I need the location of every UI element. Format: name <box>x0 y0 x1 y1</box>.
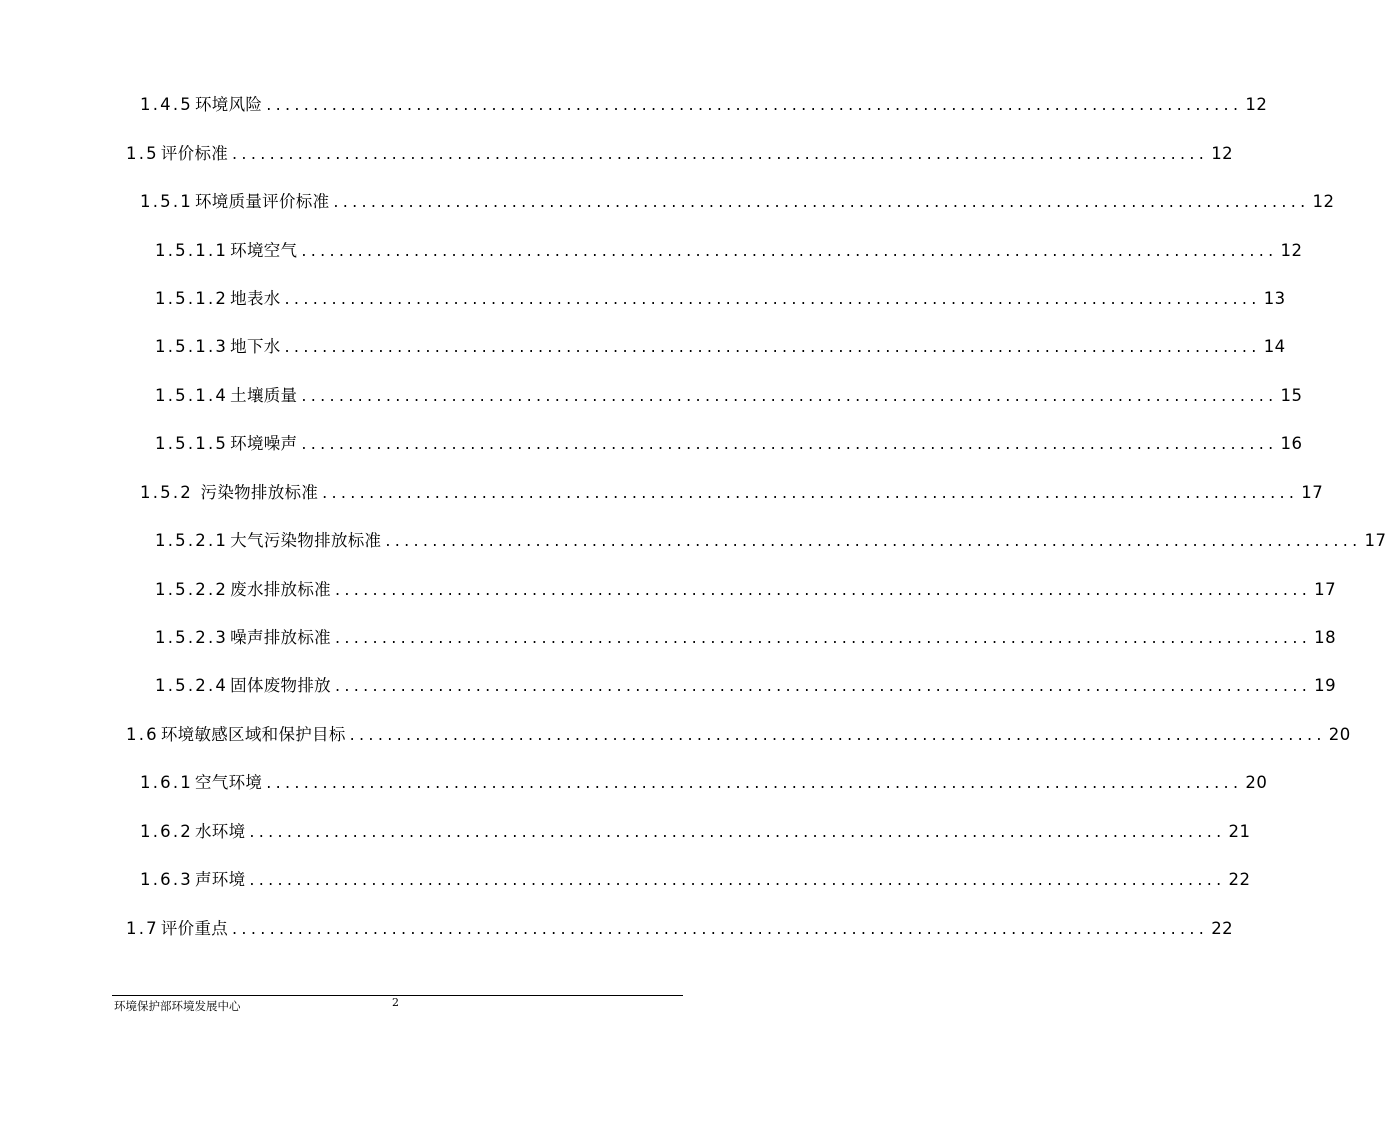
toc-entry-number: 1.7 <box>126 919 159 938</box>
toc-entry-title: 环境风险 <box>194 95 263 114</box>
toc-entry-title: 固体废物排放 <box>230 676 331 695</box>
toc-entry[interactable] <box>126 142 1234 166</box>
toc-entry-number: 1.4.5 <box>140 95 193 114</box>
toc-dot-leader: ........................................................................................................ <box>322 483 1299 502</box>
toc-entry-number: 1.5.2.1 <box>155 531 229 550</box>
toc-entry-number: 1.5.1.3 <box>155 337 229 356</box>
toc-entry-number: 1.5.2.4 <box>155 676 229 695</box>
toc-dot-leader: ........................................................................................................ <box>232 144 1209 163</box>
toc-entry[interactable] <box>155 384 1303 408</box>
toc-entry-number: 1.5 <box>126 144 159 163</box>
toc-entry-page: 22 <box>1211 919 1234 938</box>
toc-entry-page: 18 <box>1314 628 1337 647</box>
toc-dot-leader: ........................................................................................................ <box>301 434 1278 453</box>
toc-entry[interactable] <box>155 432 1303 456</box>
toc-entry-number: 1.5.1.5 <box>155 434 229 453</box>
toc-dot-leader: ........................................................................................................ <box>349 725 1326 744</box>
toc-entry-number: 1.5.1 <box>140 192 193 211</box>
toc-entry-number: 1.6.3 <box>140 870 193 889</box>
toc-entry-page: 16 <box>1280 434 1303 453</box>
toc-entry[interactable] <box>140 820 1251 844</box>
toc-entry[interactable] <box>140 93 1268 117</box>
toc-entry-title: 环境敏感区域和保护目标 <box>160 725 346 744</box>
toc-entry-number: 1.6.2 <box>140 822 193 841</box>
toc-dot-leader: ........................................................................................................ <box>334 676 1312 695</box>
toc-dot-leader: ........................................................................................................ <box>284 289 1261 308</box>
toc-dot-leader: ........................................................................................................ <box>334 580 1312 599</box>
toc-entry-page: 17 <box>1301 483 1324 502</box>
toc-entry-title: 地下水 <box>230 337 281 356</box>
toc-dot-leader: ........................................................................................................ <box>266 95 1243 114</box>
toc-entry[interactable] <box>140 868 1251 892</box>
toc-entry-page: 14 <box>1263 337 1286 356</box>
toc-entry-page: 15 <box>1280 386 1303 405</box>
toc-entry-page: 22 <box>1228 870 1251 889</box>
toc-entry-page: 12 <box>1280 241 1303 260</box>
toc-dot-leader: ........................................................................................................ <box>333 192 1310 211</box>
toc-entry-title: 废水排放标准 <box>230 580 331 599</box>
toc-entry[interactable] <box>126 723 1351 747</box>
toc-entry-number: 1.5.2 <box>140 483 193 502</box>
toc-entry-title: 评价重点 <box>160 919 229 938</box>
toc-entry-page: 19 <box>1314 676 1337 695</box>
toc-dot-leader: ........................................................................................................ <box>385 531 1362 550</box>
toc-entry-title: 空气环境 <box>194 773 263 792</box>
toc-entry-title: 环境噪声 <box>230 434 298 453</box>
toc-entry-page: 21 <box>1228 822 1251 841</box>
toc-entry-title: 污染物排放标准 <box>194 483 319 502</box>
toc-entry-title: 噪声排放标准 <box>230 628 331 647</box>
toc-entry-title: 地表水 <box>230 289 281 308</box>
toc-entry-page: 12 <box>1312 192 1335 211</box>
footer-organization: 环境保护部环境发展中心 <box>114 999 241 1013</box>
toc-dot-leader: ........................................................................................................ <box>266 773 1243 792</box>
toc-entry-page: 12 <box>1211 144 1234 163</box>
toc-entry-title: 声环境 <box>194 870 246 889</box>
toc-entry-page: 13 <box>1263 289 1286 308</box>
toc-entry[interactable] <box>140 771 1268 795</box>
toc-dot-leader: ........................................................................................................ <box>284 337 1261 356</box>
toc-entry-page: 17 <box>1314 580 1337 599</box>
toc-dot-leader: ........................................................................................................ <box>249 822 1226 841</box>
toc-entry-number: 1.6.1 <box>140 773 193 792</box>
toc-dot-leader: ........................................................................................................ <box>301 241 1278 260</box>
toc-entry-number: 1.6 <box>126 725 159 744</box>
toc-entry-page: 17 <box>1364 531 1386 550</box>
toc-entry[interactable] <box>140 190 1335 214</box>
toc-entry-number: 1.5.1.1 <box>155 241 229 260</box>
toc-entry[interactable] <box>155 529 1386 553</box>
toc-dot-leader: ........................................................................................................ <box>301 386 1278 405</box>
toc-entry-title: 土壤质量 <box>230 386 298 405</box>
toc-entry-page: 12 <box>1245 95 1268 114</box>
toc-entry-title: 大气污染物排放标准 <box>230 531 382 550</box>
toc-dot-leader: ........................................................................................................ <box>232 919 1209 938</box>
toc-entry-number: 1.5.1.2 <box>155 289 229 308</box>
toc-entry-title: 环境质量评价标准 <box>194 192 330 211</box>
toc-entry[interactable] <box>155 578 1337 602</box>
toc-entry[interactable] <box>155 626 1337 650</box>
footer-page-number: 2 <box>392 996 399 1009</box>
toc-entry-number: 1.5.2.3 <box>155 628 229 647</box>
toc-entry-title: 水环境 <box>194 822 246 841</box>
toc-entry[interactable] <box>155 674 1337 698</box>
toc-entry[interactable] <box>155 239 1303 263</box>
toc-entry-title: 环境空气 <box>230 241 298 260</box>
toc-dot-leader: ........................................................................................................ <box>249 870 1226 889</box>
toc-entry[interactable] <box>155 335 1286 359</box>
toc-entry[interactable] <box>140 481 1324 505</box>
toc-entry[interactable] <box>126 917 1234 941</box>
toc-entry-number: 1.5.1.4 <box>155 386 229 405</box>
toc-dot-leader: ........................................................................................................ <box>334 628 1312 647</box>
toc-entry-page: 20 <box>1245 773 1268 792</box>
toc-entry-page: 20 <box>1328 725 1351 744</box>
toc-entry[interactable] <box>155 287 1286 311</box>
toc-entry-title: 评价标准 <box>160 144 229 163</box>
toc-entry-number: 1.5.2.2 <box>155 580 229 599</box>
